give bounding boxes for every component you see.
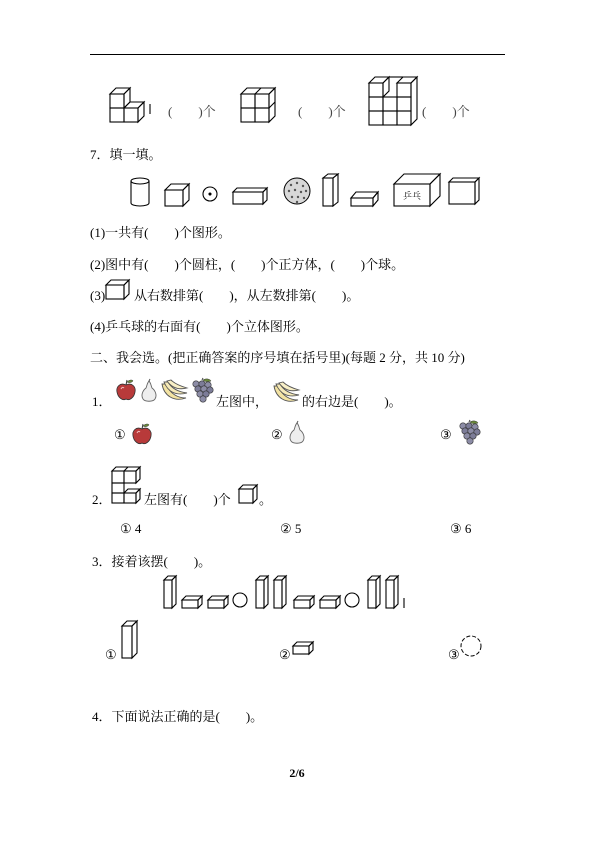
- q4-text: 4．下面说法正确的是( )。: [92, 709, 264, 724]
- banana-icon: [160, 380, 188, 402]
- top-blank-3: ( )个: [422, 104, 470, 119]
- grape-icon: [457, 420, 481, 446]
- pattern-tall-cuboid: [386, 576, 398, 608]
- q2-text-a: 左图有( )个: [144, 492, 231, 507]
- top-blank-1: ( )个: [168, 104, 216, 119]
- q3-pattern: [160, 572, 410, 612]
- q7-item-1: (1)一共有( )个图形。: [90, 225, 231, 240]
- q1-number: 1．: [92, 394, 112, 409]
- tall-cuboid-icon: [120, 618, 142, 660]
- q1-option-1-label[interactable]: ①: [114, 427, 126, 442]
- pattern-flat-cuboid: [182, 596, 202, 608]
- q1-text-b: 的右边是( )。: [302, 394, 402, 409]
- pattern-flat-cuboid: [208, 596, 228, 608]
- header-rule: [90, 54, 505, 55]
- pattern-tall-cuboid: [368, 576, 380, 608]
- pattern-flat-cuboid: [320, 596, 340, 608]
- top-blank-2: ( )个: [298, 104, 346, 119]
- apple-icon: [115, 379, 137, 402]
- cube-stack-figure-2: [238, 86, 280, 126]
- q7-shapes-row: [125, 170, 487, 212]
- pattern-tall-cuboid: [274, 576, 286, 608]
- pingpong-box-label: 乒乓: [402, 191, 422, 201]
- section2-title: 二、我会选。(把正确答案的序号填在括号里)(每题 2 分，共 10 分): [90, 350, 465, 365]
- q7-item-2: (2)图中有( )个圆柱，( )个正方体，( )个球。: [90, 257, 405, 272]
- cube-icon: [165, 184, 189, 206]
- q3-option-3-label[interactable]: ③: [448, 647, 460, 662]
- q1-option-2-label[interactable]: ②: [271, 427, 283, 442]
- cuboid-icon: [233, 188, 267, 204]
- pattern-tall-cuboid: [164, 576, 176, 608]
- cube-icon: [449, 178, 479, 204]
- q1-option-3-label[interactable]: ③: [440, 427, 452, 442]
- q2-text-b: 。: [259, 492, 273, 507]
- circle-icon: [459, 634, 483, 658]
- page-number: 2/6: [289, 766, 305, 780]
- pattern-tall-cuboid: [256, 576, 268, 608]
- q1-text-a: 左图中，: [216, 394, 269, 409]
- grape-icon: [190, 378, 214, 404]
- q7-item-3-prefix: (3): [90, 288, 106, 303]
- q2-option-1[interactable]: ① 4: [120, 521, 142, 536]
- pingpong-box-icon: [394, 174, 440, 206]
- q7-item-3-text: 从右数排第( )，从左数排第( )。: [134, 288, 360, 303]
- q2-option-3[interactable]: ③ 6: [450, 521, 472, 536]
- q3-option-2-label[interactable]: ②: [279, 647, 291, 662]
- tall-cuboid-icon: [323, 174, 338, 206]
- pattern-flat-cuboid: [294, 596, 314, 608]
- cube-icon: [237, 483, 259, 505]
- banana-icon: [272, 382, 300, 404]
- pear-icon: [139, 379, 159, 403]
- q7-item-4: (4)乒乓球的右面有( )个立体图形。: [90, 319, 309, 334]
- q2-number: 2．: [92, 492, 112, 507]
- pear-icon: [287, 421, 307, 445]
- q3-option-1-label[interactable]: ①: [105, 647, 117, 662]
- cube-stack-figure-1: [107, 80, 153, 126]
- pattern-circle: [233, 593, 247, 607]
- flat-cuboid-icon: [351, 192, 378, 206]
- cube-stack-figure: [108, 463, 142, 507]
- q7-title: 7．填一填。: [90, 147, 162, 162]
- circle-icon: [203, 187, 217, 201]
- pattern-circle: [345, 593, 359, 607]
- flat-cuboid-icon: [291, 636, 315, 656]
- q2-option-2[interactable]: ② 5: [280, 521, 302, 536]
- box-icon: [104, 279, 132, 301]
- ball-icon: [284, 178, 310, 204]
- apple-icon: [131, 423, 153, 446]
- cube-stack-figure-3: [366, 73, 418, 129]
- cylinder-icon: [131, 178, 149, 206]
- q3-text: 3．接着该摆( )。: [92, 554, 212, 569]
